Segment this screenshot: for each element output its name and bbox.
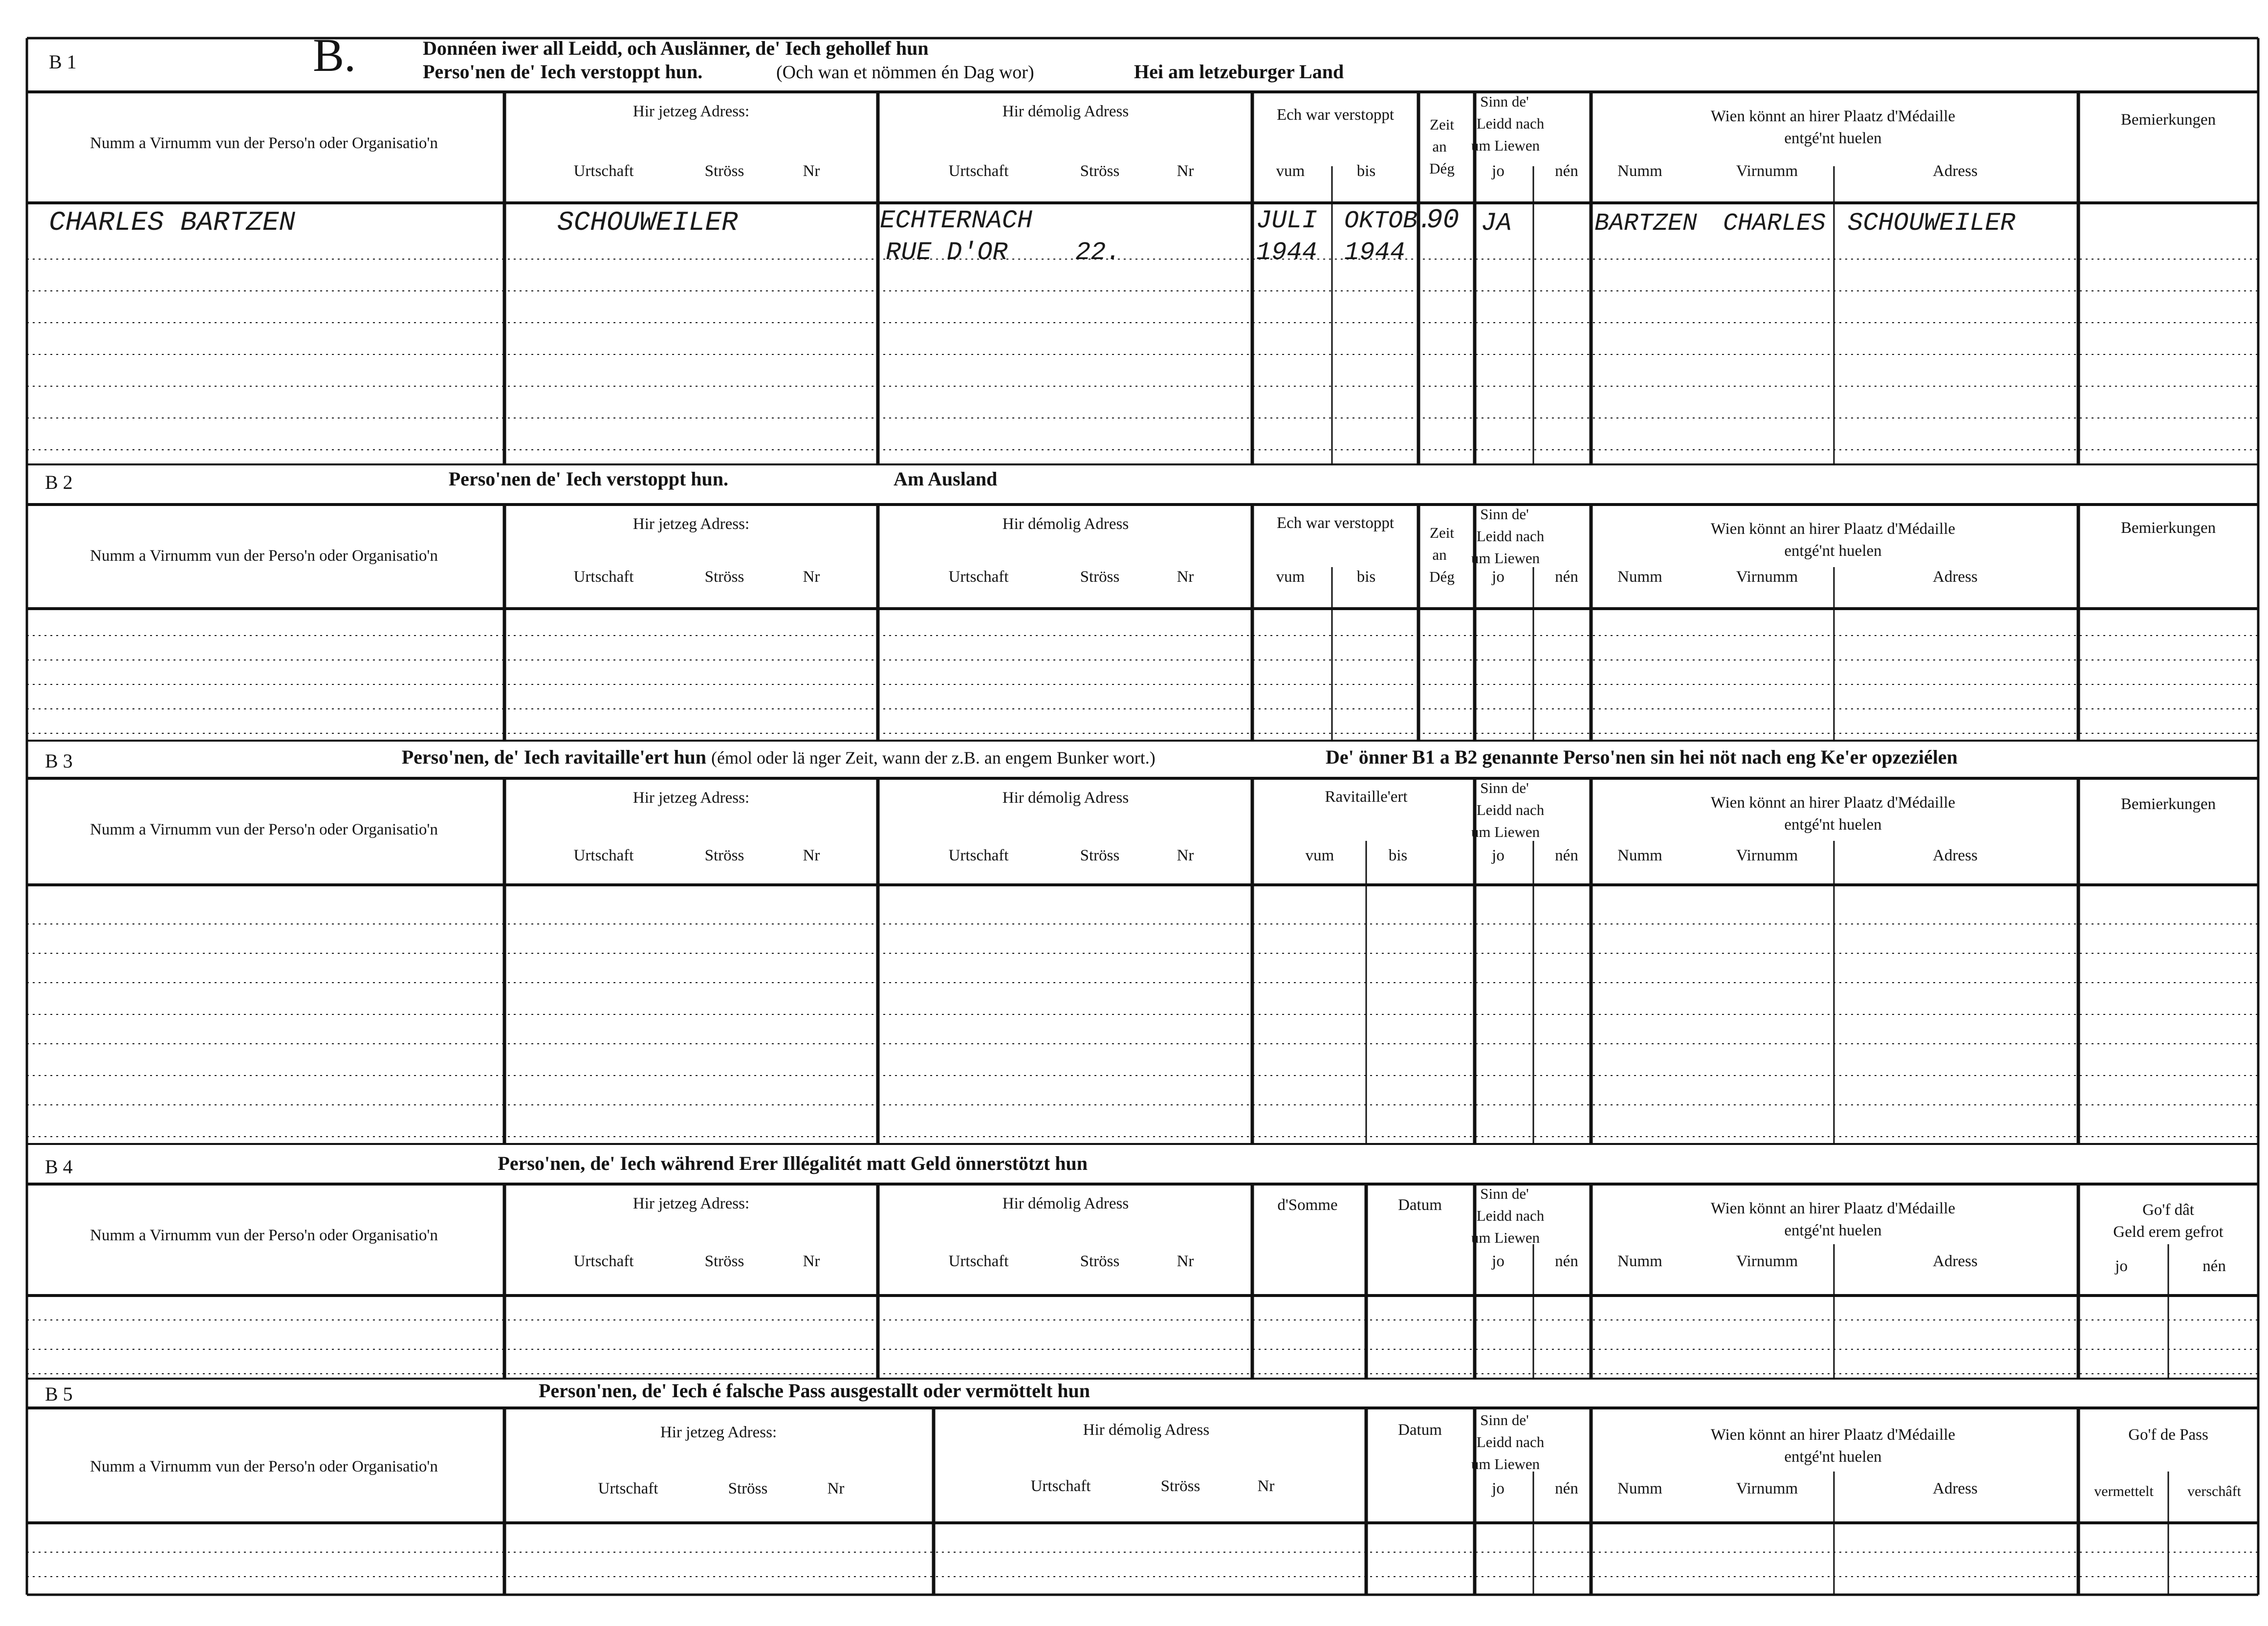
- no-subheader: nén: [1555, 1480, 1578, 1497]
- days-header: Zeit: [1430, 524, 1454, 541]
- nr-subheader: Nr: [1177, 162, 1194, 180]
- former-address-header: Hir démolig Adress: [1083, 1421, 1210, 1439]
- pass-header: Go'f de Pass: [2128, 1426, 2208, 1444]
- former-address-header: Hir démolig Adress: [1002, 1195, 1129, 1212]
- medal-header: entgé'nt huelen: [1784, 1448, 1882, 1466]
- nr-subheader: Nr: [1177, 568, 1194, 586]
- town-subheader: Urtschaft: [948, 568, 1009, 586]
- town-subheader: Urtschaft: [573, 1252, 634, 1270]
- medal-header: Wien könnt an hirer Plaatz d'Médaille: [1710, 1200, 1956, 1217]
- yes-subheader: jo: [1492, 1252, 1505, 1270]
- remarks-header: Bemierkungen: [2120, 519, 2216, 537]
- alive-header: um Liewen: [1471, 137, 1540, 154]
- town-subheader: Urtschaft: [948, 162, 1009, 180]
- entry-alive-yes: JA: [1481, 209, 1512, 238]
- section-id: B 5: [45, 1383, 73, 1405]
- pass-bought-subheader: verschâft: [2187, 1483, 2241, 1499]
- town-subheader: Urtschaft: [573, 568, 634, 586]
- street-subheader: Ströss: [1160, 1477, 1200, 1495]
- medal-header: entgé'nt huelen: [1784, 542, 1882, 560]
- medal-header: Wien könnt an hirer Plaatz d'Médaille: [1710, 1426, 1956, 1444]
- street-subheader: Ströss: [728, 1480, 768, 1497]
- from-subheader: vum: [1305, 847, 1334, 864]
- town-subheader: Urtschaft: [948, 847, 1009, 864]
- name-header: Numm a Virnumm vun der Perso'n oder Organisatio'n: [90, 134, 438, 152]
- name-header: Numm a Virnumm vun der Perso'n oder Organisatio'n: [90, 1458, 438, 1475]
- form-title-note: (Och wan et nömmen én Dag wor): [776, 62, 1034, 83]
- medal-address-subheader: Adress: [1933, 1252, 1978, 1270]
- section-title: Perso'nen, de' Iech ravitaille'ert hun: [401, 746, 706, 768]
- street-subheader: Ströss: [1080, 162, 1120, 180]
- no-subheader: nén: [1555, 162, 1578, 180]
- street-subheader: Ströss: [704, 847, 744, 864]
- section-note: De' önner B1 a B2 genannte Perso'nen sin hei nöt nach eng Ke'er opzeziélen: [1326, 746, 1958, 768]
- medal-name-subheader: Numm: [1617, 847, 1662, 864]
- days-header: an: [1432, 138, 1447, 155]
- money-header: Geld erem gefrot: [2113, 1223, 2224, 1241]
- name-header: Numm a Virnumm vun der Perso'n oder Organisatio'n: [90, 547, 438, 565]
- current-address-header: Hir jetzeg Adress:: [632, 1195, 750, 1212]
- medal-header: Wien könnt an hirer Plaatz d'Médaille: [1710, 108, 1956, 125]
- sum-header: d'Somme: [1277, 1196, 1338, 1214]
- remarks-header: Bemierkungen: [2120, 111, 2216, 129]
- town-subheader: Urtschaft: [573, 162, 634, 180]
- medal-header: entgé'nt huelen: [1784, 130, 1882, 147]
- alive-header: Sinn de': [1480, 1411, 1529, 1428]
- days-header: an: [1432, 546, 1447, 563]
- entry-to-month: OKTOB.: [1344, 207, 1433, 235]
- entry-from-year: 1944: [1256, 238, 1317, 267]
- street-subheader: Ströss: [704, 1252, 744, 1270]
- entry-days: 90: [1426, 204, 1460, 236]
- medal-name-subheader: Numm: [1617, 1480, 1662, 1497]
- to-subheader: bis: [1356, 162, 1376, 180]
- date-header: Datum: [1398, 1421, 1442, 1439]
- yes-subheader: jo: [1492, 568, 1505, 586]
- hidden-header: Ech war verstoppt: [1276, 514, 1395, 532]
- alive-header: Leidd nach: [1476, 527, 1545, 545]
- entry-former-nr: 22.: [1075, 238, 1121, 267]
- medal-header: Wien könnt an hirer Plaatz d'Médaille: [1710, 520, 1956, 538]
- alive-header: um Liewen: [1471, 549, 1540, 567]
- days-header: Dég: [1429, 160, 1455, 177]
- section-scope: Am Ausland: [894, 468, 998, 490]
- nr-subheader: Nr: [803, 847, 820, 864]
- former-address-header: Hir démolig Adress: [1002, 103, 1129, 120]
- section-title: Perso'nen de' Iech verstoppt hun.: [448, 468, 728, 490]
- current-address-header: Hir jetzeg Adress:: [632, 103, 750, 120]
- nr-subheader: Nr: [1177, 847, 1194, 864]
- pass-given-subheader: vermettelt: [2094, 1483, 2154, 1499]
- hidden-header: Ech war verstoppt: [1276, 106, 1395, 124]
- town-subheader: Urtschaft: [1030, 1477, 1091, 1495]
- nr-subheader: Nr: [803, 1252, 820, 1270]
- medal-address-subheader: Adress: [1933, 1480, 1978, 1497]
- street-subheader: Ströss: [1080, 847, 1120, 864]
- section-id: B 4: [45, 1156, 73, 1178]
- section-id: B 1: [49, 51, 77, 73]
- alive-header: Sinn de': [1480, 505, 1529, 523]
- street-subheader: Ströss: [1080, 568, 1120, 586]
- yes-subheader: jo: [1492, 1480, 1505, 1497]
- entry-medal-name: BARTZEN: [1594, 210, 1698, 238]
- alive-header: um Liewen: [1471, 823, 1540, 840]
- section-id: B 3: [45, 750, 73, 772]
- no-subheader: nén: [1555, 1252, 1578, 1270]
- nr-subheader: Nr: [827, 1480, 845, 1497]
- medal-first-subheader: Virnumm: [1736, 847, 1798, 864]
- section-title: Perso'nen, de' Iech während Erer Illégalitét matt Geld önnerstötzt hun: [498, 1152, 1088, 1174]
- alive-header: Leidd nach: [1476, 801, 1545, 818]
- date-header: Datum: [1398, 1196, 1442, 1214]
- entry-former-town: ECHTERNACH: [880, 206, 1033, 235]
- form-title: Donnéen iwer all Leidd, och Auslänner, de' Iech gehollef hun: [423, 37, 929, 59]
- street-subheader: Ströss: [704, 162, 744, 180]
- medal-name-subheader: Numm: [1617, 568, 1662, 586]
- town-subheader: Urtschaft: [598, 1480, 658, 1497]
- from-subheader: vum: [1276, 568, 1305, 586]
- town-subheader: Urtschaft: [573, 847, 634, 864]
- from-subheader: vum: [1276, 162, 1305, 180]
- remarks-header: Bemierkungen: [2120, 795, 2216, 813]
- nr-subheader: Nr: [1257, 1477, 1275, 1495]
- to-subheader: bis: [1388, 847, 1408, 864]
- town-subheader: Urtschaft: [948, 1252, 1009, 1270]
- entry-medal-first: CHARLES: [1723, 210, 1826, 238]
- no-subheader: nén: [2203, 1257, 2226, 1275]
- nr-subheader: Nr: [803, 568, 820, 586]
- entry-current-town: SCHOUWEILER: [557, 207, 738, 238]
- medal-first-subheader: Virnumm: [1736, 162, 1798, 180]
- days-header: Dég: [1429, 568, 1455, 585]
- medal-address-subheader: Adress: [1933, 162, 1978, 180]
- money-header: Go'f dât: [2142, 1201, 2194, 1219]
- entry-medal-address: SCHOUWEILER: [1848, 209, 2016, 238]
- medal-header: entgé'nt huelen: [1784, 1222, 1882, 1239]
- section-note: (émol oder lä nger Zeit, wann der z.B. an engem Bunker wort.): [711, 748, 1156, 768]
- current-address-header: Hir jetzeg Adress:: [632, 789, 750, 807]
- nr-subheader: Nr: [1177, 1252, 1194, 1270]
- entry-name: CHARLES BARTZEN: [49, 207, 296, 238]
- form-title: Perso'nen de' Iech verstoppt hun.: [423, 61, 703, 83]
- alive-header: Leidd nach: [1476, 1207, 1545, 1224]
- current-address-header: Hir jetzeg Adress:: [632, 515, 750, 533]
- alive-header: Leidd nach: [1476, 115, 1545, 132]
- form-title-scope: Hei am letzeburger Land: [1134, 61, 1344, 83]
- medal-name-subheader: Numm: [1617, 162, 1662, 180]
- current-address-header: Hir jetzeg Adress:: [660, 1424, 777, 1441]
- yes-subheader: jo: [1492, 162, 1505, 180]
- medal-first-subheader: Virnumm: [1736, 568, 1798, 586]
- supplied-header: Ravitaille'ert: [1325, 788, 1408, 806]
- alive-header: um Liewen: [1471, 1455, 1540, 1472]
- medal-address-subheader: Adress: [1933, 847, 1978, 864]
- medal-address-subheader: Adress: [1933, 568, 1978, 586]
- entry-to-year: 1944: [1344, 238, 1405, 267]
- street-subheader: Ströss: [1080, 1252, 1120, 1270]
- entry-from-month: JULI: [1256, 206, 1317, 235]
- former-address-header: Hir démolig Adress: [1002, 789, 1129, 807]
- no-subheader: nén: [1555, 568, 1578, 586]
- street-subheader: Ströss: [704, 568, 744, 586]
- yes-subheader: jo: [1492, 847, 1505, 864]
- entry-former-street: RUE D'OR: [886, 238, 1008, 267]
- no-subheader: nén: [1555, 847, 1578, 864]
- name-header: Numm a Virnumm vun der Perso'n oder Organisatio'n: [90, 1227, 438, 1244]
- name-header: Numm a Virnumm vun der Perso'n oder Organisatio'n: [90, 821, 438, 838]
- days-header: Zeit: [1430, 116, 1454, 133]
- form-letter: B.: [313, 29, 356, 81]
- medal-name-subheader: Numm: [1617, 1252, 1662, 1270]
- alive-header: um Liewen: [1471, 1229, 1540, 1246]
- medal-header: Wien könnt an hirer Plaatz d'Médaille: [1710, 794, 1956, 812]
- nr-subheader: Nr: [803, 162, 820, 180]
- medal-header: entgé'nt huelen: [1784, 816, 1882, 834]
- section-id: B 2: [45, 471, 73, 493]
- alive-header: Sinn de': [1480, 1185, 1529, 1202]
- medal-first-subheader: Virnumm: [1736, 1252, 1798, 1270]
- medal-first-subheader: Virnumm: [1736, 1480, 1798, 1497]
- alive-header: Sinn de': [1480, 93, 1529, 110]
- alive-header: Leidd nach: [1476, 1433, 1545, 1450]
- alive-header: Sinn de': [1480, 779, 1529, 796]
- yes-subheader: jo: [2115, 1257, 2128, 1275]
- section-title: Person'nen, de' Iech é falsche Pass ausgestallt oder vermöttelt hun: [538, 1380, 1090, 1402]
- to-subheader: bis: [1356, 568, 1376, 586]
- former-address-header: Hir démolig Adress: [1002, 515, 1129, 533]
